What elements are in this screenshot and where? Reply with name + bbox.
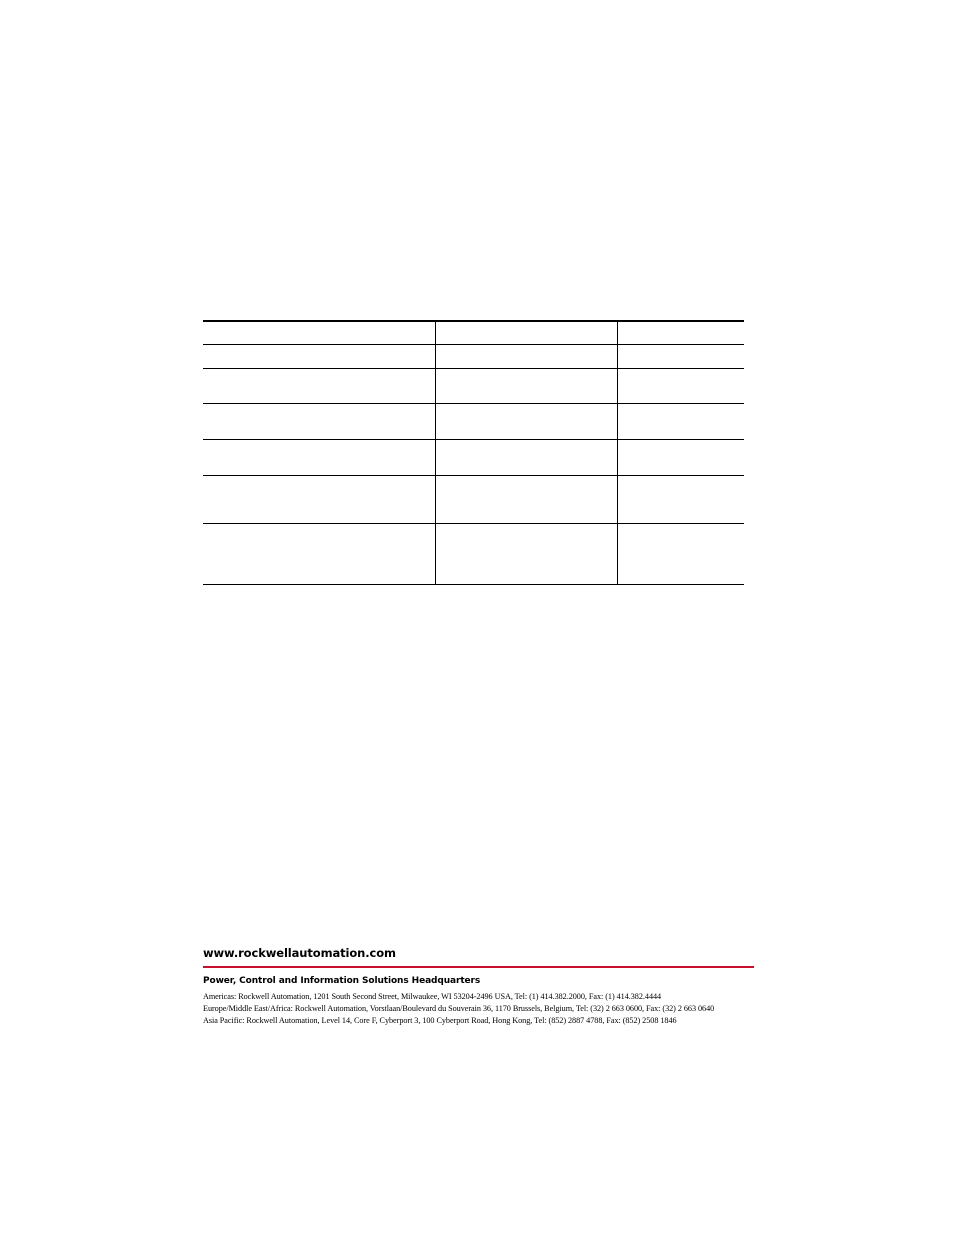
table-cell: [435, 523, 617, 584]
table-row: [203, 321, 744, 344]
table-cell: [435, 475, 617, 523]
table-cell: [203, 321, 435, 344]
table-cell: [435, 439, 617, 475]
back-cover-footer: [203, 944, 754, 1027]
blank-table-container: [203, 320, 744, 585]
table-row: [203, 475, 744, 523]
table-cell: [617, 439, 744, 475]
table-row: [203, 523, 744, 584]
table-cell: [203, 403, 435, 439]
blank-table: [203, 320, 744, 585]
table-row: [203, 403, 744, 439]
table-cell: [435, 321, 617, 344]
table-cell: [203, 439, 435, 475]
table-row: [203, 439, 744, 475]
table-cell: [617, 321, 744, 344]
table-cell: [435, 403, 617, 439]
red-divider-rule: [203, 966, 754, 968]
table-cell: [203, 523, 435, 584]
americas-address: Americas: Rockwell Automation, 1201 South Second Street, Milwaukee, WI 53204-2496 USA, Tel: (1) 414.382.2000, Fax: (1) 414.382.4444: [203, 992, 662, 1001]
table-cell: [617, 523, 744, 584]
table-cell: [203, 344, 435, 368]
website-link[interactable]: www.rockwellautomation.com: [203, 946, 396, 960]
table-cell: [203, 475, 435, 523]
table-cell: [617, 475, 744, 523]
table-row: [203, 368, 744, 403]
emea-address: Europe/Middle East/Africa: Rockwell Automation, Vorstlaan/Boulevard du Souverain 36, 1170 Brussels, Belgium, Tel: (32) 2 663 0600, Fax: (32) 2 663 0640: [203, 1004, 715, 1013]
table-cell: [617, 368, 744, 403]
table-cell: [203, 368, 435, 403]
asia-pacific-address: Asia Pacific: Rockwell Automation, Level 14, Core F, Cyberport 3, 100 Cyberport Road, Hong Kong, Tel: (852) 2887 4788, Fax: (852) 2508 1846: [203, 1016, 677, 1025]
table-cell: [617, 403, 744, 439]
table-cell: [435, 344, 617, 368]
headquarters-heading: Power, Control and Information Solutions Headquarters: [203, 976, 481, 986]
table-cell: [617, 344, 744, 368]
table-row: [203, 344, 744, 368]
table-cell: [435, 368, 617, 403]
